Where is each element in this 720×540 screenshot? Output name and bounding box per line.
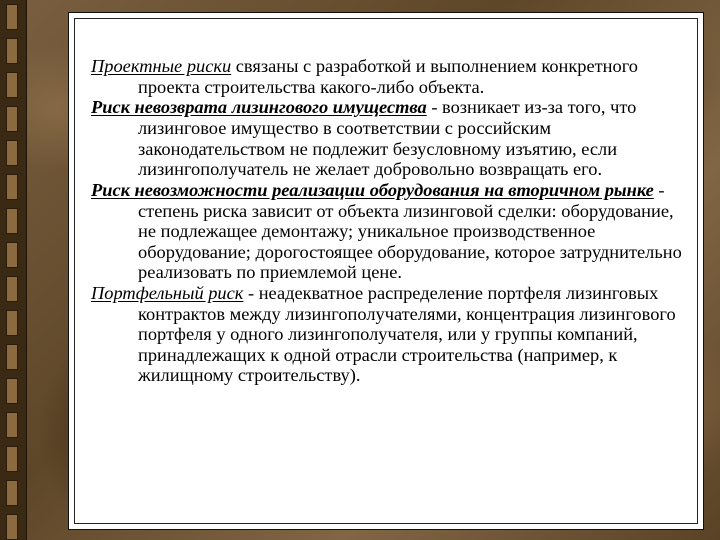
strip-cell xyxy=(6,140,18,166)
strip-cell xyxy=(6,38,18,64)
strip-cell xyxy=(6,310,18,336)
paragraph-portfolio-risk xyxy=(91,283,695,386)
term-secondary-market-risk: Риск невозможности реализации оборудования на вторичном рынке xyxy=(91,179,654,200)
strip-cell xyxy=(6,446,18,472)
paragraph-secondary-market-risk xyxy=(91,180,695,283)
definition-secondary-market-risk: - степень риска зависит от объекта лизинговой сделки: оборудование, не подлежащее демонтажу; уникальное производственное оборудование; дорогостоящее оборудование, которое затруднительно реализовать по приемлемой цене. xyxy=(138,179,682,283)
strip-cell xyxy=(6,4,18,30)
strip-cell xyxy=(6,106,18,132)
strip-cell xyxy=(6,242,18,268)
strip-cell xyxy=(6,480,18,506)
strip-cell xyxy=(6,276,18,302)
term-project-risks: Проектные риски xyxy=(91,56,232,76)
strip-cell xyxy=(6,514,18,540)
definition-portfolio-risk: - неадекватное распределение портфеля лизинговых контрактов между лизингополучателями, концентрация лизингового портфеля у одного лизингополучателя, или у группы компаний, принадлежащих к одной отрасли строительства (например, к жилищному строительству). xyxy=(138,283,676,386)
decorative-film-strip xyxy=(0,0,27,540)
paragraph-project-risks xyxy=(91,56,695,97)
term-non-return-risk: Риск невозврата лизингового имущества xyxy=(91,97,427,118)
paragraph-non-return-risk xyxy=(91,97,695,179)
strip-cell xyxy=(6,174,18,200)
definition-project-risks: связаны с разработкой и выполнением конкретного проекта строительства какого-либо объекта. xyxy=(138,56,639,97)
strip-cell xyxy=(6,72,18,98)
strip-cell xyxy=(6,412,18,438)
definition-non-return-risk: - возникает из-за того, что лизинговое имущество в соответствии с российским законодательством не подлежит безусловному изъятию, если лизингополучатель не желает добровольно возвращать его. xyxy=(138,97,637,180)
strip-cell xyxy=(6,344,18,370)
strip-cell xyxy=(6,378,18,404)
term-portfolio-risk: Портфельный риск xyxy=(91,283,244,304)
slide-text xyxy=(91,56,695,386)
strip-cell xyxy=(6,208,18,234)
